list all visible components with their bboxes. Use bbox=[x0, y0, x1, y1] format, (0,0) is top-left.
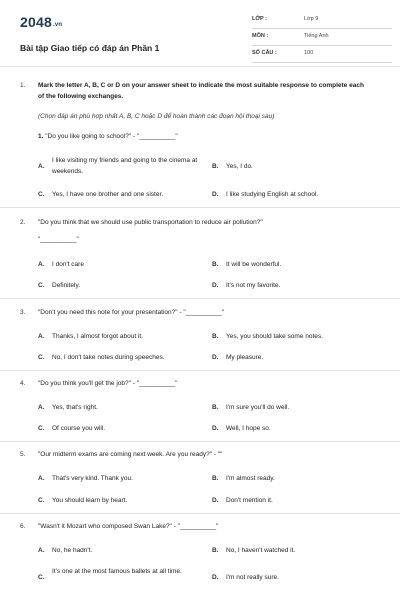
option-letter: C. bbox=[38, 574, 45, 581]
option-text: Don't mention it. bbox=[226, 497, 273, 504]
site-logo[interactable] bbox=[20, 14, 62, 30]
question-number: 3. bbox=[20, 309, 26, 316]
option-letter: C. bbox=[38, 354, 45, 361]
question-divider bbox=[0, 207, 400, 208]
option-letter: D. bbox=[212, 354, 219, 361]
option-letter: A. bbox=[38, 261, 45, 268]
option-letter: D. bbox=[212, 497, 219, 504]
option-text: I'm not really sure. bbox=[226, 574, 279, 581]
option-text: You should learn by heart. bbox=[52, 497, 128, 504]
question-divider bbox=[0, 441, 400, 442]
sub-question-stem bbox=[38, 131, 178, 142]
option-letter: A. bbox=[38, 475, 45, 482]
question-stem-blank: "__________" bbox=[38, 236, 79, 243]
option-letter: D. bbox=[212, 282, 219, 289]
option-text: Definitely. bbox=[52, 282, 81, 289]
option-letter: A. bbox=[38, 404, 45, 411]
option-text: It's one at the most famous ballets at all time. bbox=[52, 568, 182, 575]
option-text: Yes, you should take some notes. bbox=[226, 333, 323, 340]
meta-grade-row bbox=[252, 12, 392, 29]
option-letter: A. bbox=[38, 163, 45, 170]
meta-grade-key: LỚP : bbox=[252, 16, 267, 22]
option-text: I don't care bbox=[52, 261, 84, 268]
question-number: 4. bbox=[20, 380, 26, 387]
option-text: Of course you will. bbox=[52, 425, 106, 432]
question-divider bbox=[0, 513, 400, 514]
question-stem: "Do you think that we should use public transportation to reduce air pollution?" bbox=[38, 219, 263, 226]
question-number: 6. bbox=[20, 523, 26, 530]
option-letter: D. bbox=[212, 191, 219, 198]
question-stem: Mark the letter A, B, C or D on your answer sheet to indicate the most suitable response to complete each of the following exchanges. bbox=[38, 82, 364, 100]
meta-subject-key: MÔN : bbox=[252, 33, 269, 39]
question-instruction: (Chọn đáp án phù hợp nhất A, B, C hoặc D để hoàn thành các đoạn hội thoại sau) bbox=[38, 113, 275, 120]
option-text: Thanks, I almost forgot about it. bbox=[52, 333, 144, 340]
option-text: Yes, I do. bbox=[226, 163, 253, 170]
option-text: Yes, that's right. bbox=[52, 404, 98, 411]
meta-count-key: SỐ CÂU : bbox=[252, 50, 277, 56]
question-stem: "Our midterm exams are coming next week. Are you ready?" - "" bbox=[38, 451, 223, 458]
sub-question-number: 1. bbox=[38, 133, 44, 140]
meta-grade-value: Lớp 9 bbox=[304, 16, 319, 22]
option-text: I'm sure you'll do well. bbox=[226, 404, 290, 411]
option-text: I'm almost ready. bbox=[226, 475, 275, 482]
header-divider bbox=[0, 66, 400, 67]
option-text: Well, I hope so. bbox=[226, 425, 271, 432]
option-letter: C. bbox=[38, 497, 45, 504]
sub-question-text: "Do you like going to school?" - "__________" bbox=[45, 133, 178, 140]
option-text: No, I don't take notes during speeches. bbox=[52, 354, 165, 361]
option-text: Yes, I have one brother and one sister. bbox=[52, 191, 164, 198]
option-letter: A. bbox=[38, 547, 45, 554]
option-text: I like visiting my friends and going to the cinema at weekends. bbox=[52, 157, 198, 175]
option-letter: B. bbox=[212, 547, 219, 554]
meta-count-value: 100 bbox=[304, 50, 314, 56]
option-letter: B. bbox=[212, 404, 219, 411]
option-text: No, he hadn't. bbox=[52, 547, 93, 554]
question-divider bbox=[0, 370, 400, 371]
question-divider bbox=[0, 298, 400, 299]
option-letter: C. bbox=[38, 425, 45, 432]
option-letter: B. bbox=[212, 333, 219, 340]
question-stem: "Wasn't it Mozart who composed Swan Lake?" - "__________" bbox=[38, 523, 219, 530]
option-text: No, I haven't watched it. bbox=[226, 547, 296, 554]
option-text: It's not my favorite. bbox=[226, 282, 281, 289]
question-number: 5. bbox=[20, 451, 26, 458]
option-text: That's very kind. Thank you. bbox=[52, 475, 133, 482]
option-text: My pleasure. bbox=[226, 354, 264, 361]
option-letter: D. bbox=[212, 425, 219, 432]
option-letter: C. bbox=[38, 191, 45, 198]
option-text: I like studying English at school. bbox=[226, 191, 319, 198]
logo-suffix: .vn bbox=[52, 22, 63, 28]
option-letter: B. bbox=[212, 475, 219, 482]
option-letter: A. bbox=[38, 333, 45, 340]
worksheet-header bbox=[20, 12, 388, 64]
page-title: Bài tập Giao tiếp có đáp án Phần 1 bbox=[20, 43, 160, 53]
option-letter: B. bbox=[212, 261, 219, 268]
option-text: It will be wonderful. bbox=[226, 261, 282, 268]
question-number: 1. bbox=[20, 82, 26, 89]
meta-subject-row bbox=[252, 29, 392, 46]
meta-subject-value: Tiếng Anh bbox=[304, 33, 329, 39]
option-letter: C. bbox=[38, 282, 45, 289]
meta-count-row bbox=[252, 46, 392, 63]
question-stem: "Do you think you'll get the job?" - "__________" bbox=[38, 380, 178, 387]
option-letter: B. bbox=[212, 163, 219, 170]
option-letter: D. bbox=[212, 574, 219, 581]
question-number: 2. bbox=[20, 219, 26, 226]
logo-text: 2048 bbox=[20, 14, 52, 30]
question-stem: "Don't you need this note for your presentation?" - "__________" bbox=[38, 309, 225, 316]
